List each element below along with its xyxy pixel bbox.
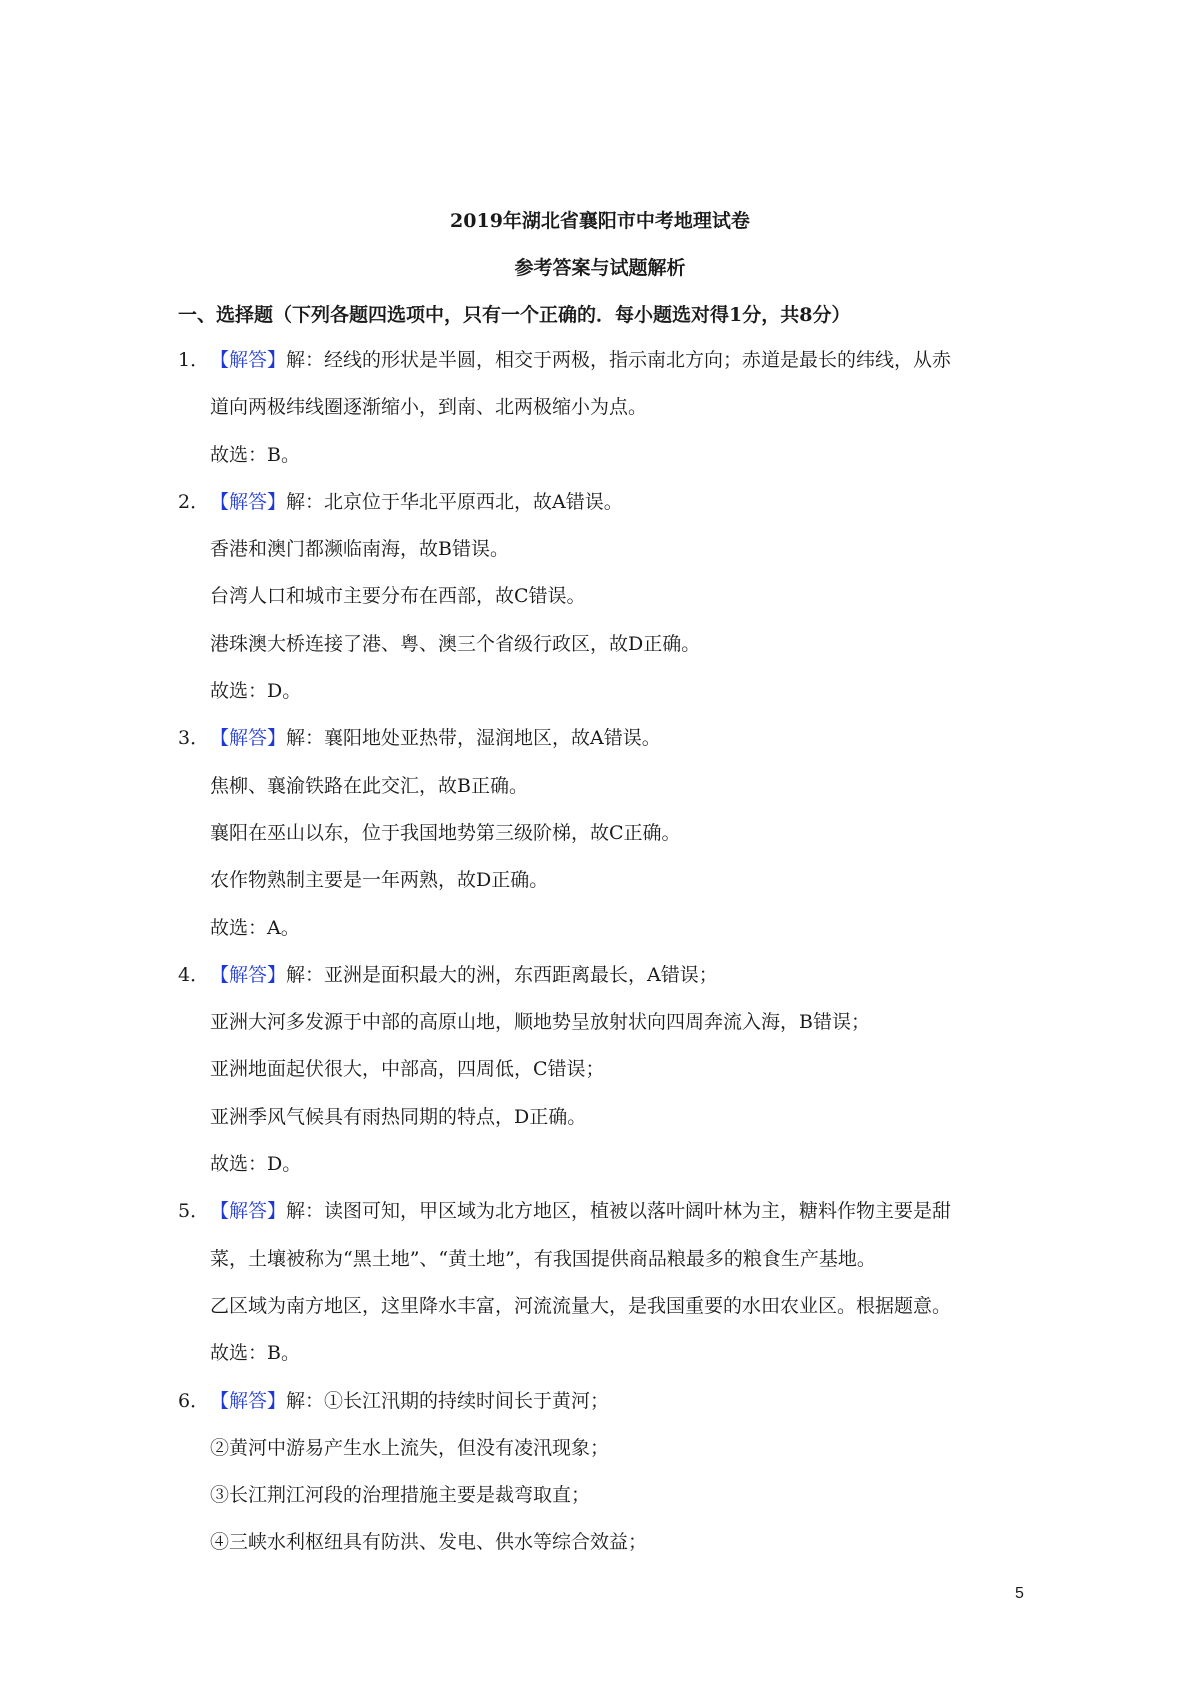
answer-line: 焦柳、襄渝铁路在此交汇，故B正确。 xyxy=(210,774,528,797)
answer-line: 亚洲地面起伏很大，中部高，四周低，C错误； xyxy=(210,1058,605,1081)
answer-line: 亚洲大河多发源于中部的高原山地，顺地势呈放射状向四周奔流入海，B错误； xyxy=(210,1011,870,1034)
answer-line: 故选：D。 xyxy=(210,1153,302,1176)
answer-line: ②黄河中游易产生水上流失，但没有凌汛现象； xyxy=(210,1436,610,1459)
answer-line: ③长江荆江河段的治理措施主要是裁弯取直； xyxy=(210,1484,591,1507)
answer-line: 故选：D。 xyxy=(210,680,302,703)
question-number: 4． xyxy=(178,963,210,986)
answers-body xyxy=(178,348,1048,1578)
answer-line: 乙区域为南方地区，这里降水丰富，河流流量大，是我国重要的水田农业区。根据题意。 xyxy=(210,1294,952,1317)
answer-line: 故选：B。 xyxy=(210,443,300,466)
answer-tag: 【解答】 xyxy=(210,1200,287,1223)
answer-text: 解：经线的形状是半圆，相交于两极，指示南北方向；赤道是最长的纬线，从赤 xyxy=(286,349,952,371)
answer-line: 道向两极纬线圈逐渐缩小，到南、北两极缩小为点。 xyxy=(210,396,648,419)
page-subtitle: 参考答案与试题解析 xyxy=(514,257,686,279)
question-block xyxy=(178,490,1048,703)
answer-line: 故选：A。 xyxy=(210,916,300,939)
answer-tag: 【解答】 xyxy=(210,727,287,750)
answer-line: 襄阳在巫山以东，位于我国地势第三级阶梯，故C正确。 xyxy=(210,821,681,844)
question-number: 6． xyxy=(178,1389,210,1412)
answer-text: 解：读图可知，甲区域为北方地区，植被以落叶阔叶林为主，糖料作物主要是甜 xyxy=(286,1200,952,1223)
answer-tag: 【解答】 xyxy=(210,490,287,513)
answer-line: ④三峡水利枢纽具有防洪、发电、供水等综合效益； xyxy=(210,1531,648,1554)
question-block xyxy=(178,1199,1048,1365)
answer-text: 解：亚洲是面积最大的洲，东西距离最长，A错误； xyxy=(286,963,718,986)
answer-tag: 【解答】 xyxy=(210,963,287,986)
question-block xyxy=(178,1389,1048,1555)
question-block xyxy=(178,348,1048,467)
question-number: 2． xyxy=(178,490,210,513)
answer-text: 解：襄阳地处亚热带，湿润地区，故A错误。 xyxy=(286,727,661,750)
answer-line: 菜，土壤被称为“黑土地”、“黄土地”，有我国提供商品粮最多的粮食生产基地。 xyxy=(210,1247,876,1270)
question-number: 5． xyxy=(178,1200,210,1223)
section-heading: 一、选择题（下列各题四选项中，只有一个正确的．每小题选对得1分，共8分） xyxy=(178,304,851,326)
page-title: 2019年湖北省襄阳市中考地理试卷 xyxy=(450,210,750,232)
answer-line: 农作物熟制主要是一年两熟，故D正确。 xyxy=(210,869,549,892)
question-block xyxy=(178,963,1048,1176)
page-number: 5 xyxy=(1015,1585,1024,1602)
answer-line: 香港和澳门都濒临南海，故B错误。 xyxy=(210,538,509,561)
answer-line: 故选：B。 xyxy=(210,1342,300,1365)
answer-text: 解：①长江汛期的持续时间长于黄河； xyxy=(286,1389,610,1412)
question-number: 3． xyxy=(178,727,210,750)
answer-line: 港珠澳大桥连接了港、粤、澳三个省级行政区，故D正确。 xyxy=(210,632,701,655)
question-number: 1． xyxy=(178,349,210,371)
answer-line: 亚洲季风气候具有雨热同期的特点，D正确。 xyxy=(210,1105,587,1128)
answer-tag: 【解答】 xyxy=(210,349,287,371)
question-block xyxy=(178,726,1048,939)
answer-text: 解：北京位于华北平原西北，故A错误。 xyxy=(286,490,623,513)
answer-line: 台湾人口和城市主要分布在西部，故C错误。 xyxy=(210,585,586,608)
answer-tag: 【解答】 xyxy=(210,1389,287,1412)
